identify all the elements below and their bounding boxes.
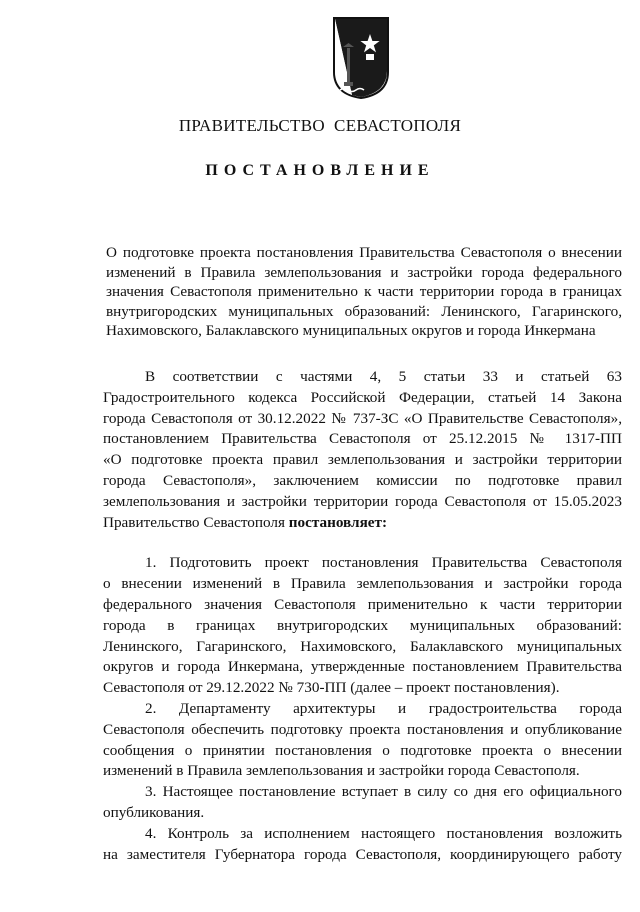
preamble-line: В соответствии с частями 4, 5 статьи 33 и статьей 63 [145,368,622,385]
preamble-actor: Правительство Севастополя [103,513,289,531]
item-1-line: Ленинского, Гагаринского, Нахимовского, Балаклавского муниципальных [103,637,622,655]
item-1-line: города в границах внутригородских муниципальных образований: [103,616,622,634]
paragraph-gap [103,533,622,553]
government-title: ПРАВИТЕЛЬСТВО СЕВАСТОПОЛЯ [178,116,462,135]
document-type-heading: ПОСТАНОВЛЕНИЕ [205,162,435,179]
preamble-paragraph [103,367,622,533]
subject-line: Нахимовского, Балаклавского муниципальных округов и города Инкермана [106,322,596,340]
subject-line: значения Севастополя применительно к части территории города в границах [106,283,622,301]
preamble-line: Градостроительного кодекса Российской Федерации, статьей 14 Закона [103,388,622,406]
item-2-line: Севастополя обеспечить подготовку проекта постановления и опубликование [103,720,622,738]
subject-line: О подготовке проекта постановления Правительства Севастополя о внесении [106,244,622,261]
preamble-final-line [103,513,622,534]
subject-line: внутригородских муниципальных образований: Ленинского, Гагаринского, [106,302,622,320]
preamble-line: города Севастополя от 30.12.2022 № 737-ЗС «О Правительстве Севастополя», [103,409,622,427]
item-4-line: на заместителя Губернатора города Севастополя, координирующего работу [103,845,622,863]
coat-of-arms-icon [330,14,392,100]
item-2-line: 2. Департаменту архитектуры и градостроительства города [145,699,622,717]
preamble-line: города Севастополя», заключением комиссии по подготовке правил [103,471,622,489]
item-2-paragraph [103,699,622,782]
item-2-line: сообщения о принятии постановления о подготовке проекта о внесении [103,741,622,759]
item-1-line: Севастополя от 29.12.2022 № 730-ПП (далее – проект постановления). [103,679,560,697]
item-4-paragraph [103,824,622,866]
item-3-line: 3. Настоящее постановление вступает в силу со дня его официального [145,783,622,801]
document-body [103,367,622,865]
item-3-line: опубликования. [103,803,205,821]
subject-line: изменений в Правила землепользования и застройки города федерального [106,263,622,281]
preamble-line: «О подготовке проекта правил землепользования и застройки территории [103,451,622,469]
item-2-line: изменений в Правила землепользования и застройки города Севастополя. [103,762,580,780]
item-1-paragraph [103,553,622,699]
item-1-line: 1. Подготовить проект постановления Правительства Севастополя [145,554,622,572]
preamble-line: постановлением Правительства Севастополя от 25.12.2015 № 1317-ПП [103,430,622,448]
item-1-line: о внесении изменений в Правила землепользования и застройки города [103,575,622,593]
document-subject [106,243,622,341]
preamble-line: землепользования и застройки территории города Севастополя от 15.05.2023 [103,492,622,510]
item-3-paragraph [103,782,622,824]
item-4-line: 4. Контроль за исполнением настоящего постановления возложить [145,824,622,842]
resolves-keyword: постановляет: [288,513,388,531]
item-1-line: федерального значения Севастополя применительно к части территории [103,595,622,613]
item-1-line: округов и города Инкермана, утвержденные постановлением Правительства [103,658,622,676]
